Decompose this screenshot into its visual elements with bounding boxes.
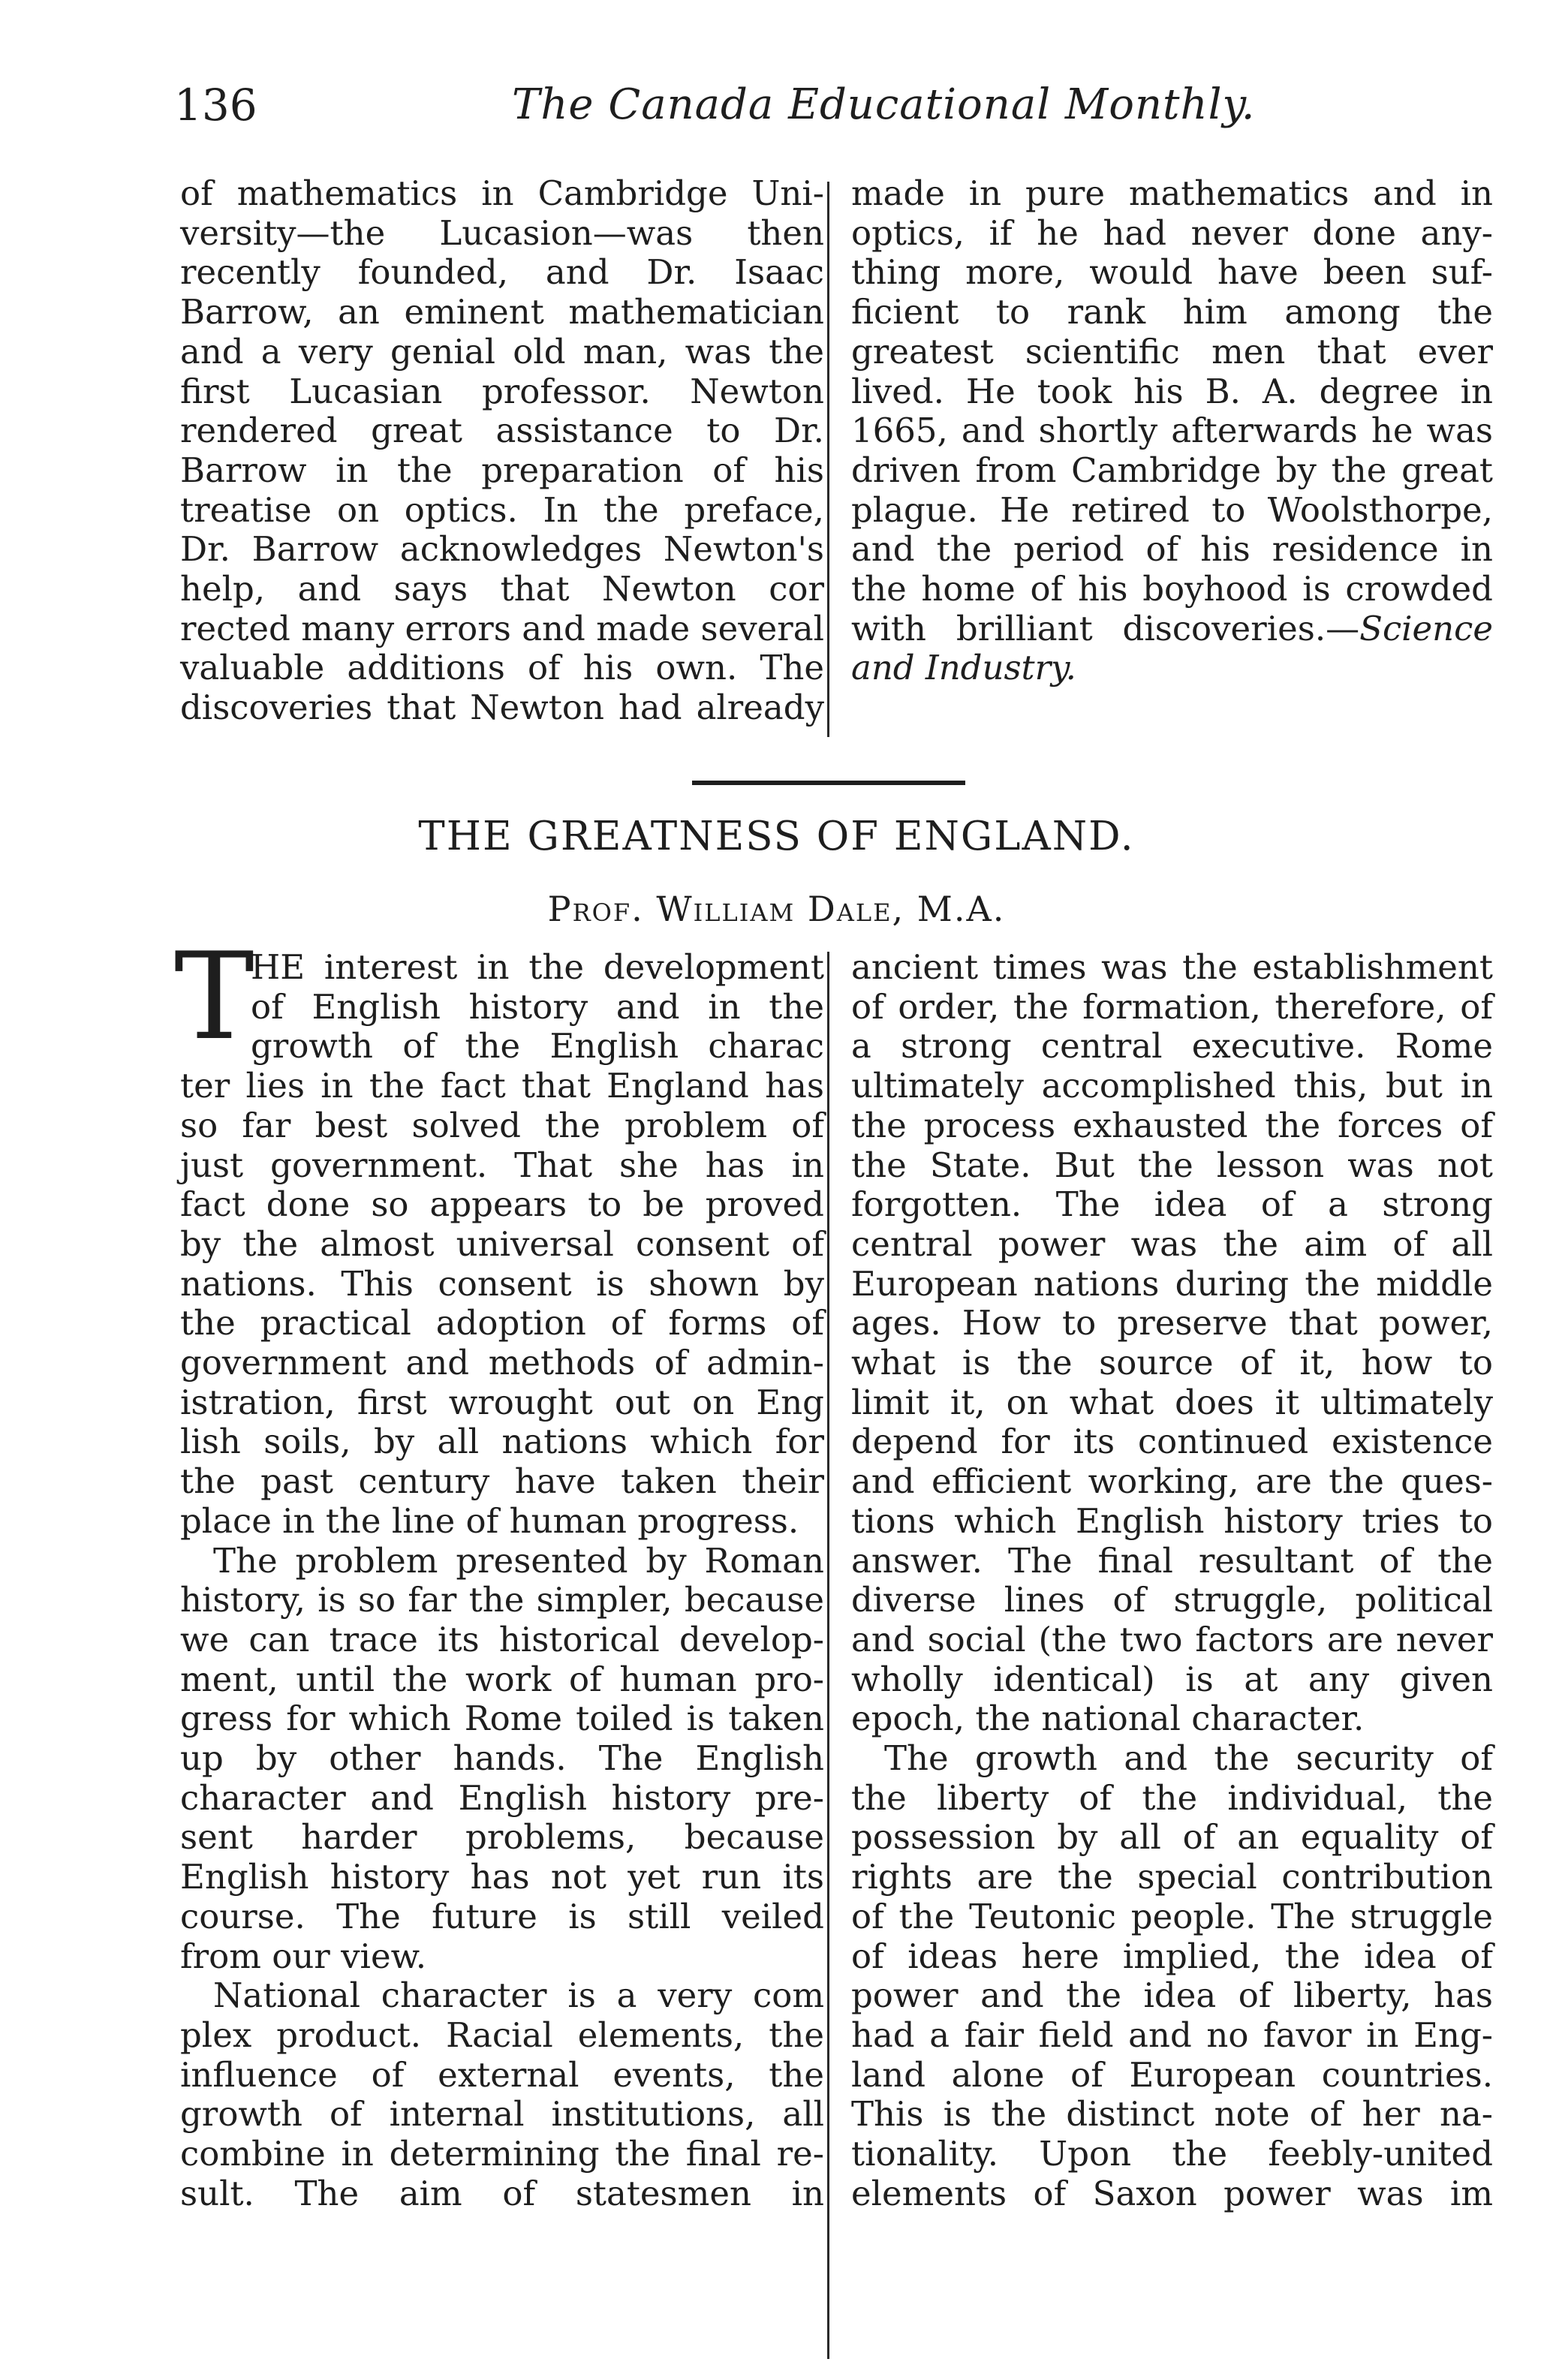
text-line: and a very genial old man, was the	[180, 331, 824, 372]
continuation-left-column	[180, 174, 824, 728]
text-line: rected many errors and made several	[180, 608, 824, 648]
text-line: greatest scientific men that ever	[851, 331, 1493, 372]
text-line: first Lucasian professor. Newton	[180, 371, 824, 411]
article-byline: Prof. William Dale, M.A.	[547, 889, 1006, 929]
text-line: depend for its continued existence	[851, 1422, 1493, 1462]
text-line: character and English history pre-	[180, 1777, 824, 1818]
text-line: combine in determining the final re-	[180, 2134, 824, 2174]
text-line: driven from Cambridge by the great	[851, 450, 1493, 490]
text-line: just government. That she has in	[180, 1145, 824, 1185]
text-line	[851, 609, 1493, 649]
text-line: discoveries that Newton had already	[180, 688, 824, 728]
text-line: and social (the two factors are never	[851, 1619, 1493, 1659]
text-line: ficient to rank him among the	[851, 292, 1493, 332]
citation-source: and Industry.	[851, 648, 1076, 688]
text-line: Dr. Barrow acknowledges Newton's	[180, 529, 824, 570]
text-line: ages. How to preserve that power,	[851, 1303, 1493, 1343]
text-line: elements of Saxon power was im	[851, 2173, 1493, 2213]
text-line: tionality. Upon the feebly-united	[851, 2134, 1493, 2174]
text-line: of mathematics in Cambridge Uni-	[180, 173, 824, 213]
text-line: rights are the special contribution	[851, 1857, 1493, 1897]
text-line: by the almost universal consent of	[180, 1223, 824, 1264]
text-line: ultimately accomplished this, but in	[851, 1066, 1493, 1106]
text-line: of English history and in the	[251, 986, 824, 1027]
text-line: history, is so far the simpler, because	[180, 1580, 824, 1620]
text-line: versity—the Lucasion—was then	[180, 212, 824, 253]
citation-source: Science	[1359, 608, 1493, 648]
text-line: gress for which Rome toiled is taken	[180, 1698, 824, 1739]
text-line: National character is a very com	[213, 1975, 824, 2016]
text-line: limit it, on what does it ultimately	[851, 1382, 1493, 1422]
text-line: optics, if he had never done any-	[851, 212, 1493, 253]
text-line: epoch, the national character.	[851, 1698, 1365, 1739]
text-line: lived. He took his B. A. degree in	[851, 371, 1493, 411]
text-line: possession by all of an equality of	[851, 1817, 1493, 1858]
text-line: istration, first wrought out on Eng	[180, 1382, 824, 1422]
text-line: diverse lines of struggle, political	[851, 1580, 1493, 1620]
text-line: plex product. Racial elements, the	[180, 2014, 824, 2055]
column-rule	[827, 952, 829, 2359]
text-line: the liberty of the individual, the	[851, 1777, 1493, 1818]
continuation-right-column	[851, 174, 1493, 688]
drop-cap: T	[174, 926, 254, 1067]
text-line: rendered great assistance to Dr.	[180, 411, 824, 451]
text-line: the home of his boyhood is crowded	[851, 569, 1493, 609]
text-line: power and the idea of liberty, has	[851, 1975, 1493, 2016]
article-right-column	[851, 948, 1493, 2214]
text-line: sult. The aim of statesmen in	[180, 2173, 824, 2213]
text-line: help, and says that Newton cor	[180, 569, 824, 609]
text-line: Barrow, an eminent mathematician	[180, 292, 824, 332]
text-line: wholly identical) is at any given	[851, 1659, 1493, 1699]
text-line: ter lies in the fact that England has	[180, 1066, 824, 1106]
text-line: lish soils, by all nations which for	[180, 1422, 824, 1462]
text-line: the process exhausted the forces of	[851, 1105, 1493, 1145]
text-line: up by other hands. The English	[180, 1738, 824, 1779]
text-line: 1665, and shortly afterwards he was	[851, 411, 1493, 451]
text-line: HE interest in the development	[251, 947, 824, 987]
text-line: place in the line of human progress.	[180, 1500, 799, 1541]
text-line: thing more, would have been suf-	[851, 252, 1493, 293]
text-line: the State. But the lesson was not	[851, 1145, 1493, 1185]
journal-title: The Canada Educational Monthly.	[512, 80, 1256, 129]
text-line: and efficient working, are the ques-	[851, 1461, 1493, 1502]
text-line: the past century have taken their	[180, 1461, 824, 1502]
text-line: growth of the English charac	[251, 1026, 824, 1067]
page-number: 136	[174, 80, 257, 131]
text-line: land alone of European countries.	[851, 2054, 1493, 2095]
text-line: from our view.	[180, 1936, 427, 1976]
text-line: a strong central executive. Rome	[851, 1026, 1493, 1067]
text-line: European nations during the middle	[851, 1263, 1493, 1304]
text-line: made in pure mathematics and in	[851, 173, 1493, 213]
text-line: government and methods of admin-	[180, 1343, 824, 1383]
text-line: ment, until the work of human pro-	[180, 1659, 824, 1699]
text-line: course. The future is still veiled	[180, 1896, 824, 1936]
text-line: The growth and the security of	[884, 1738, 1493, 1779]
text-line: of the Teutonic people. The struggle	[851, 1896, 1493, 1936]
column-rule	[827, 182, 829, 737]
text-line: nations. This consent is shown by	[180, 1263, 824, 1304]
text-line: of ideas here implied, the idea of	[851, 1936, 1493, 1976]
text-line: ancient times was the establishment	[851, 947, 1493, 987]
text-line: fact done so appears to be proved	[180, 1184, 824, 1225]
text-line: forgotten. The idea of a strong	[851, 1184, 1493, 1225]
text-line: had a fair field and no favor in Eng-	[851, 2014, 1493, 2055]
text-line: growth of internal institutions, all	[180, 2094, 824, 2135]
text-line: tions which English history tries to	[851, 1500, 1493, 1541]
text-line: plague. He retired to Woolsthorpe,	[851, 489, 1493, 530]
text-line: This is the distinct note of her na-	[851, 2094, 1493, 2135]
text-line: the practical adoption of forms of	[180, 1303, 824, 1343]
text-line: The problem presented by Roman	[213, 1540, 824, 1581]
section-separator	[692, 781, 965, 785]
text-line: what is the source of it, how to	[851, 1343, 1493, 1383]
text-line: English history has not yet run its	[180, 1857, 824, 1897]
running-head	[174, 71, 1488, 139]
text-line: of order, the formation, therefore, of	[851, 986, 1493, 1027]
text-line: recently founded, and Dr. Isaac	[180, 252, 824, 293]
article-left-column	[180, 948, 824, 2214]
text-line: sent harder problems, because	[180, 1817, 824, 1858]
text-line: Barrow in the preparation of his	[180, 450, 824, 490]
article-title: THE GREATNESS OF ENGLAND.	[418, 814, 1135, 859]
text-line: valuable additions of his own. The	[180, 648, 824, 688]
text-line: answer. The final resultant of the	[851, 1540, 1493, 1581]
text-line: influence of external events, the	[180, 2054, 824, 2095]
text-line: treatise on optics. In the preface,	[180, 489, 824, 530]
text-line: we can trace its historical develop-	[180, 1619, 824, 1659]
text-line: and the period of his residence in	[851, 529, 1493, 570]
text-fragment: with brilliant discoveries.—	[851, 608, 1360, 648]
text-line: so far best solved the problem of	[180, 1105, 824, 1145]
text-line: central power was the aim of all	[851, 1223, 1493, 1264]
